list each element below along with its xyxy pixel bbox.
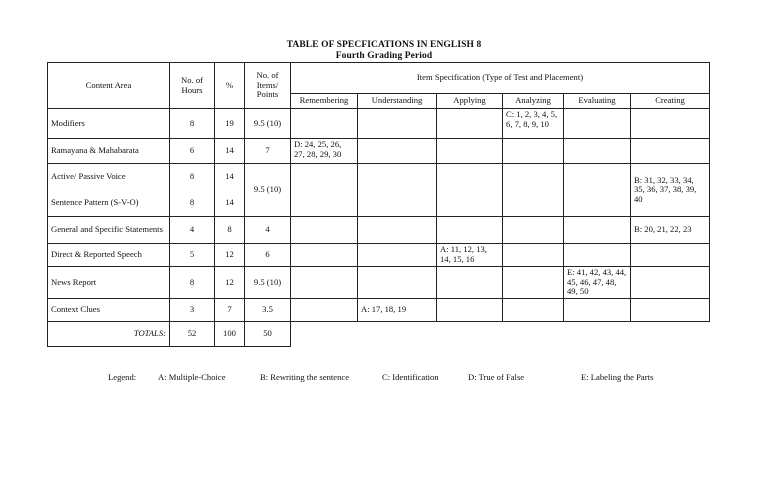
row-modifiers: [48, 109, 710, 139]
cell-applying: [437, 139, 503, 164]
cell-remembering: [291, 217, 358, 244]
cell-items: 6: [245, 244, 291, 267]
cell-understanding: [358, 244, 437, 267]
cell-analyzing: [503, 244, 564, 267]
cell-percent: 12: [215, 267, 245, 299]
cell-creating: [631, 299, 710, 322]
document-title: TABLE OF SPECFICATIONS IN ENGLISH 8: [286, 40, 482, 50]
cell-hours: 8: [170, 109, 215, 139]
cell-remembering: [291, 164, 358, 217]
cell-remembering: D: 24, 25, 26, 27, 28, 29, 30: [291, 139, 358, 164]
cell-items: 4: [245, 217, 291, 244]
cell-percent: 100: [215, 322, 245, 347]
row-direct-reported: [48, 244, 710, 267]
cell-empty: [503, 322, 564, 347]
header-percent: %: [215, 63, 245, 109]
cell-evaluating: [564, 139, 631, 164]
cell-evaluating: [564, 299, 631, 322]
cell-understanding: [358, 139, 437, 164]
legend-item-a: A: Multiple-Choice: [158, 372, 226, 382]
cell-understanding: [358, 217, 437, 244]
cell-analyzing: [503, 139, 564, 164]
cell-evaluating: [564, 217, 631, 244]
cell-understanding: A: 17, 18, 19: [358, 299, 437, 322]
cell-items: 3.5: [245, 299, 291, 322]
legend-item-b: B: Rewriting the sentence: [260, 372, 350, 382]
header-analyzing: Analyzing: [503, 94, 564, 109]
cell-hours: 52: [170, 322, 215, 347]
header-understanding: Understanding: [358, 94, 437, 109]
cell-percent: 8: [215, 217, 245, 244]
cell-area: Modifiers: [48, 109, 170, 139]
cell-empty: [291, 322, 358, 347]
cell-items: 9.5 (10): [245, 267, 291, 299]
cell-remembering: [291, 267, 358, 299]
cell-totals-label: TOTALS:: [48, 322, 170, 347]
cell-applying: A: 11, 12, 13, 14, 15, 16: [437, 244, 503, 267]
cell-evaluating: E: 41, 42, 43, 44, 45, 46, 47, 48, 49, 50: [564, 267, 631, 299]
cell-hours: 3: [170, 299, 215, 322]
cell-percent: 7: [215, 299, 245, 322]
cell-area: General and Specific Statements: [48, 217, 170, 244]
header-remembering: Remembering: [291, 94, 358, 109]
cell-analyzing: [503, 299, 564, 322]
cell-area: Sentence Pattern (S-V-O): [48, 189, 170, 217]
cell-creating: [631, 244, 710, 267]
cell-percent: 14: [215, 189, 245, 217]
cell-understanding: [358, 109, 437, 139]
header-hours: No. of Hours: [170, 63, 215, 109]
document-title-block: [0, 40, 768, 62]
cell-remembering: [291, 109, 358, 139]
cell-remembering: [291, 244, 358, 267]
cell-analyzing: C: 1, 2, 3, 4, 5, 6, 7, 8, 9, 10: [503, 109, 564, 139]
cell-understanding: [358, 164, 437, 217]
cell-items: 50: [245, 322, 291, 347]
cell-creating: [631, 109, 710, 139]
cell-understanding: [358, 267, 437, 299]
row-active-passive: [48, 164, 710, 189]
cell-evaluating: [564, 164, 631, 217]
cell-percent: 19: [215, 109, 245, 139]
cell-percent: 14: [215, 164, 245, 189]
cell-creating: B: 20, 21, 22, 23: [631, 217, 710, 244]
cell-evaluating: [564, 109, 631, 139]
legend-item-c: C: Identification: [382, 372, 439, 382]
cell-evaluating: [564, 244, 631, 267]
cell-analyzing: [503, 217, 564, 244]
cell-applying: [437, 109, 503, 139]
cell-hours: 8: [170, 164, 215, 189]
legend-item-d: D: True of False: [468, 372, 525, 382]
cell-creating: B: 31, 32, 33, 34, 35, 36, 37, 38, 39, 40: [631, 164, 710, 217]
cell-analyzing: [503, 267, 564, 299]
cell-hours: 8: [170, 189, 215, 217]
cell-hours: 4: [170, 217, 215, 244]
cell-area: Direct & Reported Speech: [48, 244, 170, 267]
specification-table: [47, 62, 710, 347]
cell-area: Context Clues: [48, 299, 170, 322]
header-item-specification: Item Specification (Type of Test and Placement): [291, 63, 710, 94]
cell-area: Active/ Passive Voice: [48, 164, 170, 189]
cell-items: 9.5 (10): [245, 109, 291, 139]
cell-empty: [358, 322, 437, 347]
row-totals: [48, 322, 710, 347]
cell-creating: [631, 267, 710, 299]
legend-label: Legend:: [108, 372, 137, 382]
cell-area: News Report: [48, 267, 170, 299]
cell-empty: [564, 322, 631, 347]
header-items: No. of Items/ Points: [245, 63, 291, 109]
cell-hours: 8: [170, 267, 215, 299]
header-row: [48, 63, 710, 94]
cell-applying: [437, 299, 503, 322]
cell-hours: 6: [170, 139, 215, 164]
header-content-area: Content Area: [48, 63, 170, 109]
cell-hours: 5: [170, 244, 215, 267]
cell-analyzing: [503, 164, 564, 217]
cell-applying: [437, 217, 503, 244]
row-ramayana: [48, 139, 710, 164]
cell-empty: [437, 322, 503, 347]
header-applying: Applying: [437, 94, 503, 109]
header-creating: Creating: [631, 94, 710, 109]
row-context-clues: [48, 299, 710, 322]
row-news-report: [48, 267, 710, 299]
document-subtitle: Fourth Grading Period: [335, 51, 433, 61]
cell-remembering: [291, 299, 358, 322]
header-evaluating: Evaluating: [564, 94, 631, 109]
cell-empty: [631, 322, 710, 347]
cell-items: 9.5 (10): [245, 164, 291, 217]
legend-item-e: E: Labeling the Parts: [581, 372, 654, 382]
cell-percent: 12: [215, 244, 245, 267]
cell-items: 7: [245, 139, 291, 164]
row-general-specific: [48, 217, 710, 244]
cell-area: Ramayana & Mahabarata: [48, 139, 170, 164]
cell-percent: 14: [215, 139, 245, 164]
cell-applying: [437, 164, 503, 217]
cell-applying: [437, 267, 503, 299]
cell-creating: [631, 139, 710, 164]
